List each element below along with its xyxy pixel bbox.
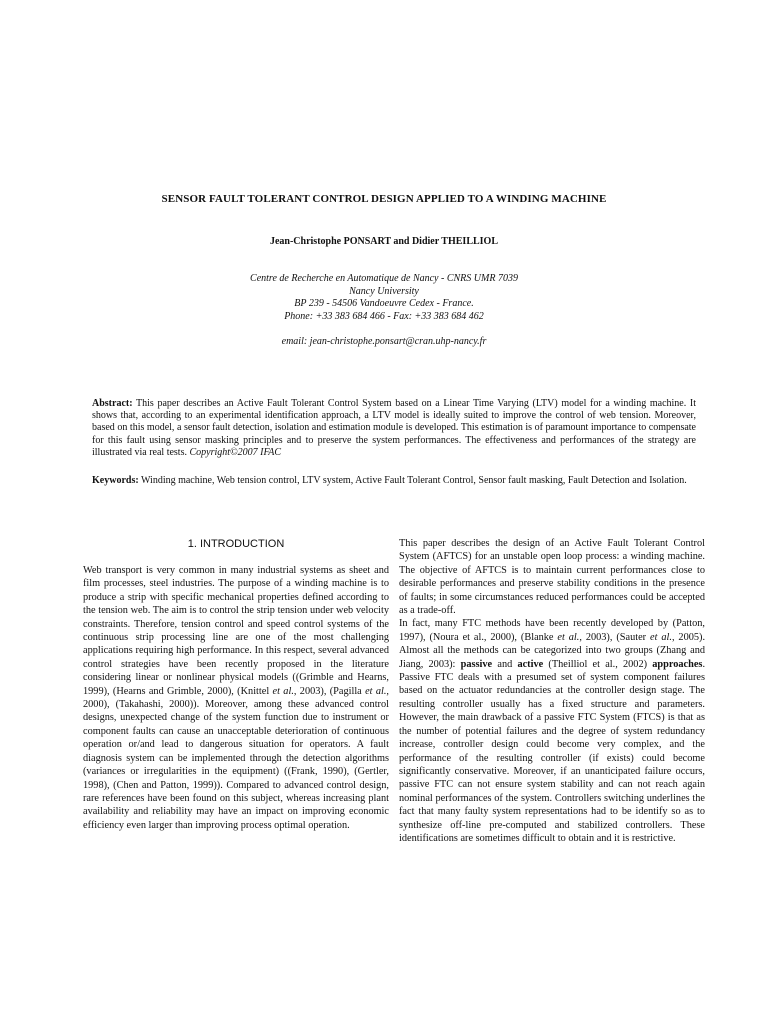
intro-paragraph [399, 617, 705, 845]
text-run: active [517, 658, 544, 670]
section-heading-introduction: 1. INTRODUCTION [187, 538, 285, 550]
abstract [92, 398, 696, 459]
keywords [92, 475, 696, 487]
affiliation-line: BP 239 - 54506 Vandoeuvre Cedex - France. [294, 298, 474, 309]
text-run: In fact, many FTC methods have been recently developed by (Patton, 1997), (Noura et al., 2000), (Blanke [399, 618, 705, 643]
text-run: passive [460, 658, 493, 670]
abstract-copyright: Copyright©2007 IFAC [189, 446, 282, 458]
author-names: Jean-Christophe PONSART and Didier THEILLIOL [269, 236, 499, 247]
affiliation-block [140, 273, 628, 323]
affiliation-line: Phone: +33 383 684 466 - Fax: +33 383 684 462 [284, 310, 484, 322]
text-run: approaches [652, 658, 703, 670]
text-run: Web transport is very common in many industrial systems as sheet and film processes, steel industries. The purpose of a winding machine is to produce a strip with specific mechanical properties defined according to the tension web. The aim is to control the strip tension under web velocity constraints. Therefore, tension control and speed control systems of the continuous strip processing line are one of the most challenging applications requiring high performance. In this respect, several advanced control strategies have been recently proposed in the literature considering linear or nonlinear physical models ((Grimble and Hearns, 1999), (Hearns and Grimble, 2000), (Knittel [83, 565, 389, 697]
author-email: email: jean-christophe.ponsart@cran.uhp-nancy.fr [281, 336, 487, 347]
abstract-label: Abstract: [92, 398, 133, 409]
keywords-label: Keywords: [92, 475, 139, 486]
text-run: , 2003), (Sauter [579, 631, 650, 643]
affiliation-line: Centre de Recherche en Automatique de Nancy - CNRS UMR 7039 [250, 273, 518, 284]
left-column [83, 564, 389, 832]
text-run: et al. [272, 685, 294, 697]
affiliation-line: Nancy University [349, 285, 419, 297]
abstract-text: This paper describes an Active Fault Tolerant Control System based on a Linear Time Varying (LTV) model for a winding machine. It shows that, according to an experimental identification approach, a LTV model is ideally suited to improve the control of web tension. Moreover, based on this model, a sensor fault detection, isolation and estimation module is developed. This estimation is of paramount importance to compensate for this fault using sensor masking principles and to preserve the system performances. The effectiveness and performances of the strategy are illustrated via real tests. [92, 398, 696, 458]
intro-paragraph: This paper describes the design of an Active Fault Tolerant Control System (AFTCS) for an unstable open loop process: a winding machine. The objective of AFTCS is to maintain current performances close to desirable performances and preserve stability conditions in the presence of faults; in some circumstances reduced performances could be accepted as a trade-off. [399, 538, 705, 617]
text-run: et al. [557, 631, 580, 643]
text-run: et al. [650, 631, 672, 643]
text-run: and [492, 658, 518, 670]
text-run: (Theilliol et al., 2002) [543, 658, 653, 670]
intro-paragraph [83, 564, 389, 832]
paper-title: SENSOR FAULT TOLERANT CONTROL DESIGN APPLIED TO A WINDING MACHINE [161, 193, 607, 205]
text-run: et al. [365, 685, 387, 697]
text-run: , 2003), (Pagilla [293, 685, 366, 697]
keywords-text: Winding machine, Web tension control, LTV system, Active Fault Tolerant Control, Sensor fault masking, Fault Detection and Isolation. [141, 475, 687, 486]
right-column [399, 537, 705, 845]
text-run: . Passive FTC deals with a presumed set of system component failures based on the actuator redundancies at the controller design stage. The resulting controller usually has a fixed structure and parameters. However, the main drawback of a passive FTC System (FTCS) is that as the number of potential failures and the degree of system redundancy increase, controller design could become very complex, and the performance of the resulting controller (if exists) could become significantly conservative. Moreover, if an unanticipated failure occurs, passive FTC can not ensure system stability and can not reach again nominal performances of the system. Controllers switching underlines the fact that many faulty system representations had to be identify so as to synthesize off-line pre-computed and stabilized controllers. These identifications are sometimes difficult to obtain and it is restrictive. [399, 658, 706, 844]
text-run: , 2000), (Takahashi, 2000)). Moreover, among these advanced control designs, unexpected change of the system function due to instrument or component faults can cause an unacceptable deterioration of continuous operation or/and lead to dangerous situation for operators. A fault diagnosis system can be implemented through the detection algorithms (variances or irregularities in the equipment) ((Frank, 1990), (Gertler, 1998), (Chen and Patton, 1999)). Compared to advanced control design, rare references have been found on this subject, whereas increasing plant availability and reliability may have an impact on improving economic efficiency even larger than improving process optimal operation. [83, 685, 389, 831]
text-run: , 2005). Almost all the methods can be categorized into two groups (Zhang and Jiang, 2003): [399, 631, 706, 670]
